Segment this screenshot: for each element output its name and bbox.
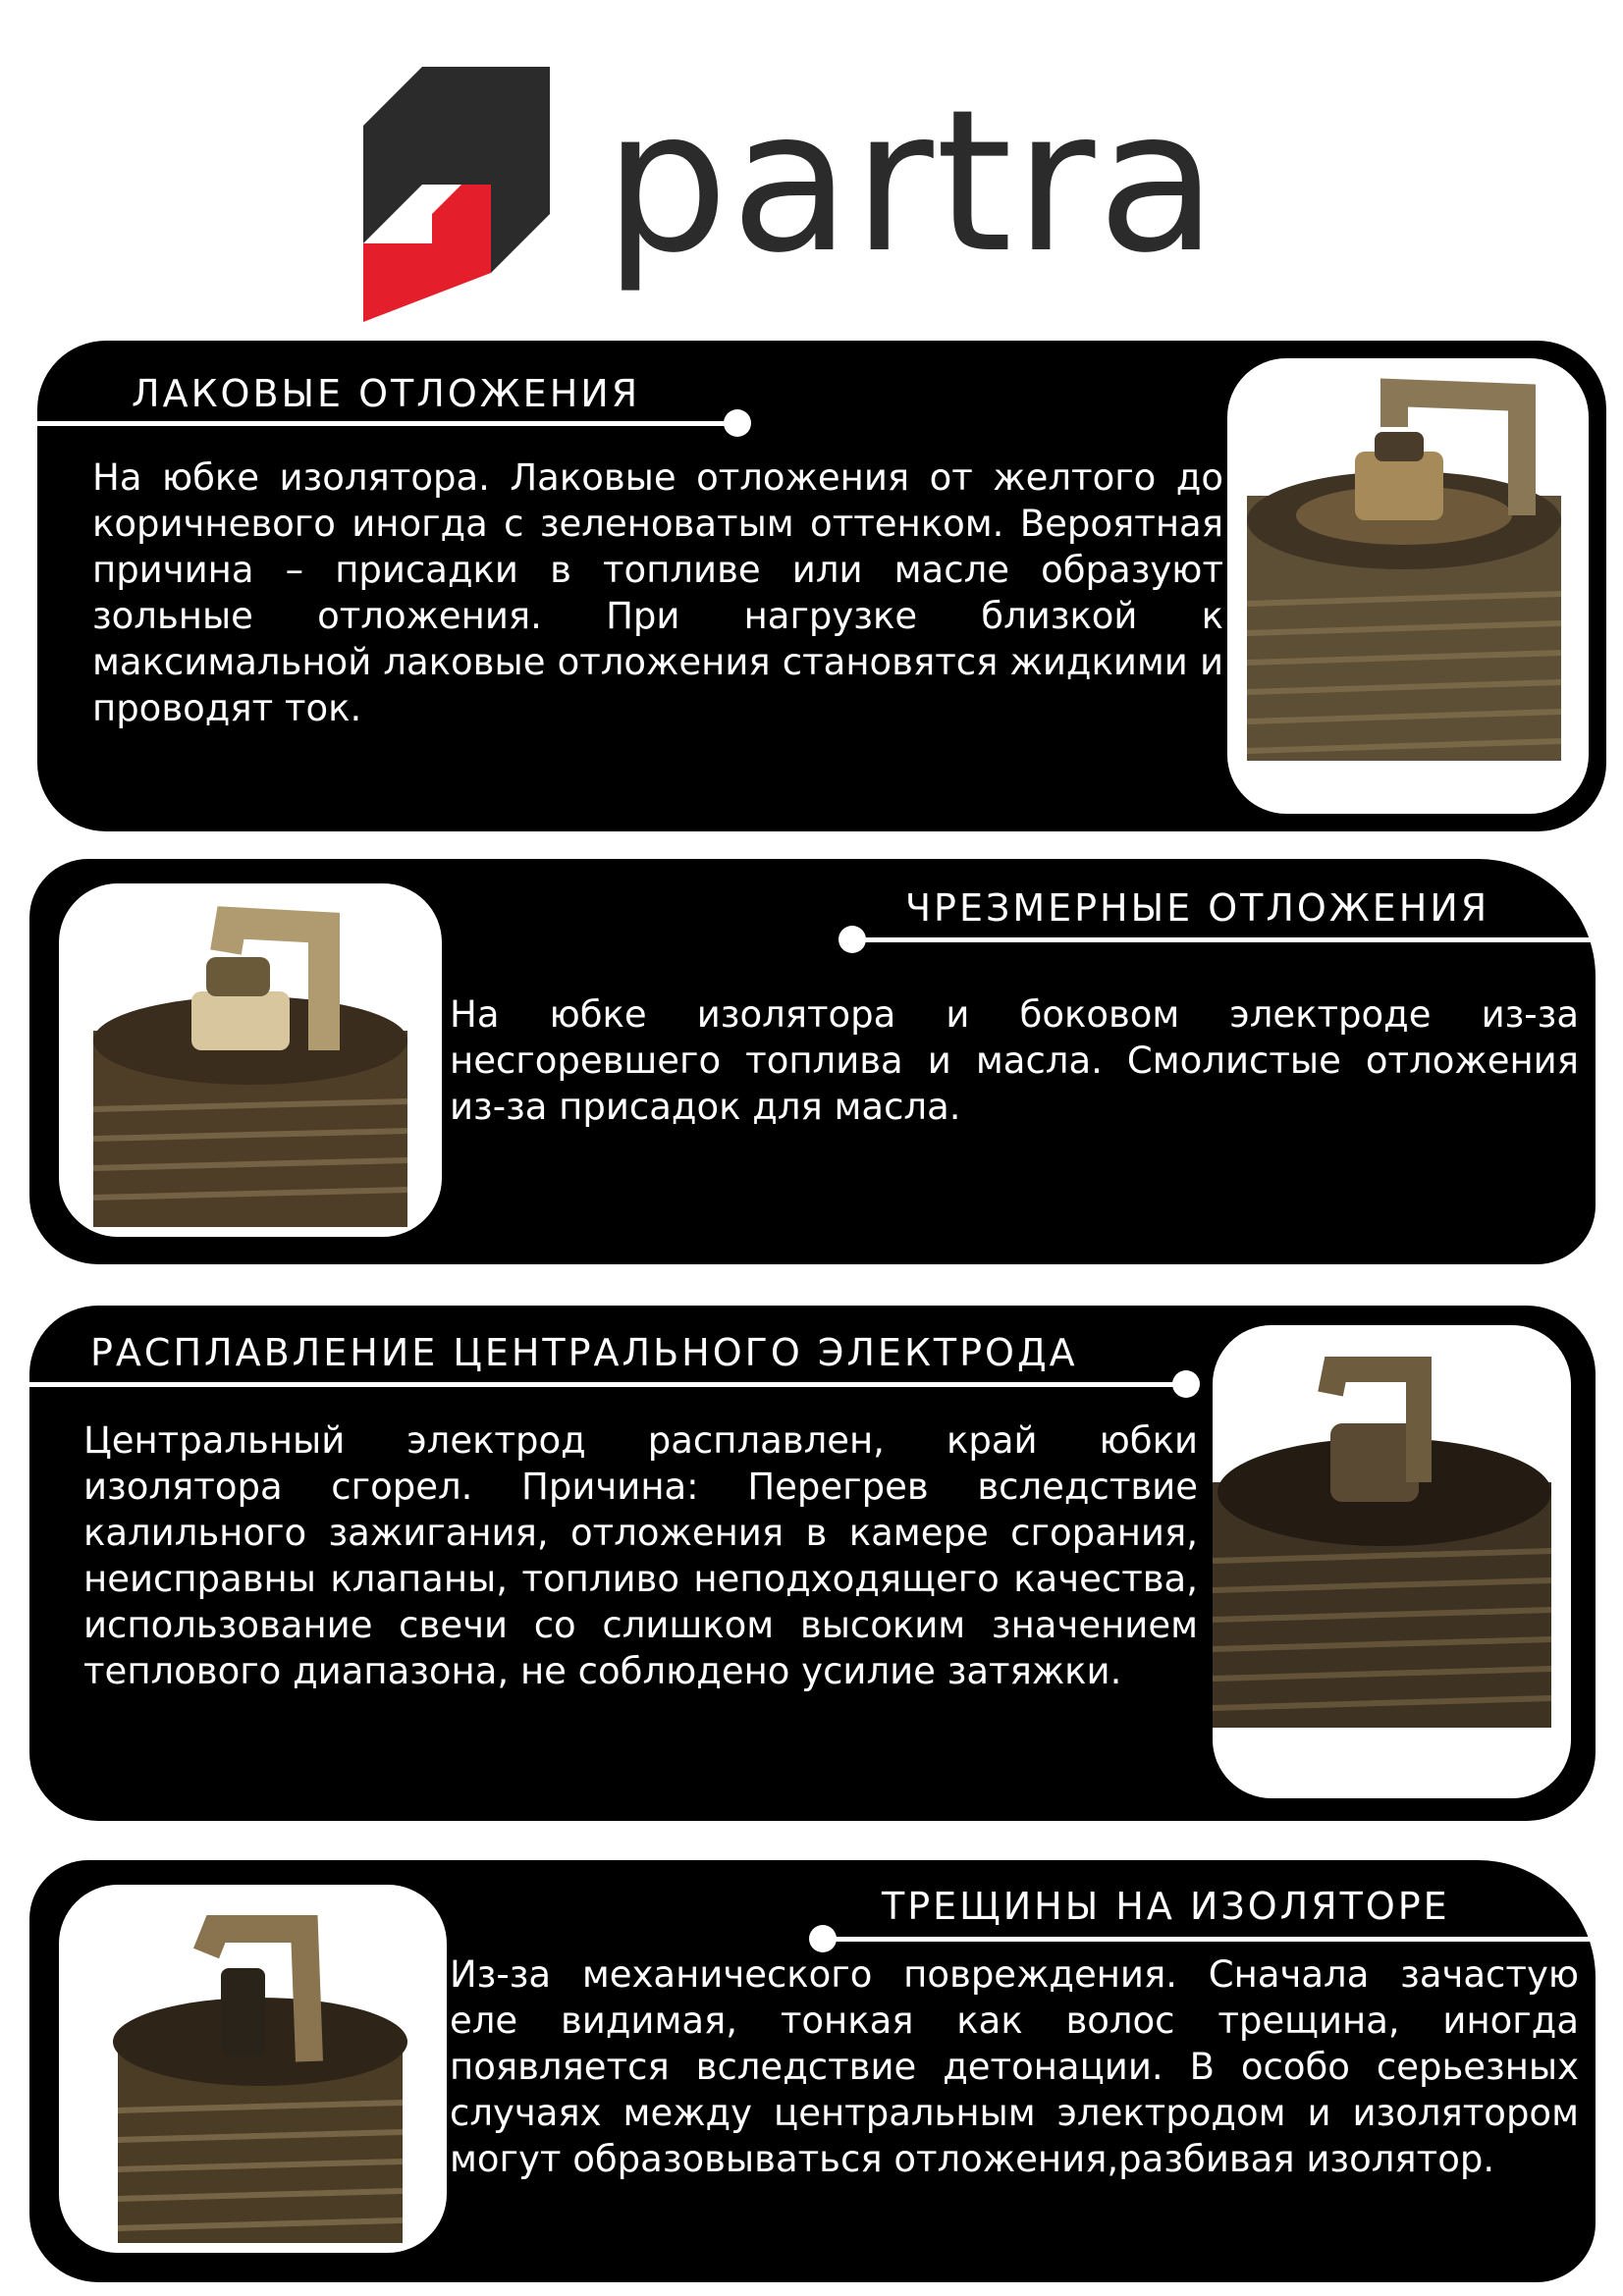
- title-bullet: [839, 926, 866, 953]
- partra-logo-mark: [363, 67, 599, 322]
- brand-wordmark: partra: [604, 68, 1219, 296]
- section-text: Из-за механического повреждения. Сначала зачастую еле видимая, тонкая как волос трещина, иногда появляется вследствие детонации. В особо серьезных случаях между центральным электродом и изолятором могут образовываться отложения,разбивая изолятор.: [450, 1953, 1579, 2180]
- section-title: ЧРЕЗМЕРНЫЕ ОТЛОЖЕНИЯ: [905, 886, 1490, 930]
- title-bullet: [1172, 1370, 1200, 1398]
- spark-plug-photo: [1213, 1325, 1571, 1798]
- title-underline: [37, 421, 739, 426]
- title-underline: [29, 1382, 1188, 1387]
- section-title: ЛАКОВЫЕ ОТЛОЖЕНИЯ: [132, 372, 641, 415]
- title-underline: [825, 1937, 1596, 1942]
- title-bullet: [809, 1925, 837, 1952]
- section-excessive-deposits: [29, 859, 1596, 1264]
- title-underline: [854, 937, 1596, 942]
- section-title: РАСПЛАВЛЕНИЕ ЦЕНТРАЛЬНОГО ЭЛЕКТРОДА: [90, 1331, 1078, 1374]
- partra-logo: [363, 67, 1267, 322]
- section-varnish-deposits: [37, 341, 1606, 831]
- spark-plug-photo: [59, 1885, 447, 2253]
- title-bullet: [724, 409, 751, 437]
- section-insulator-cracks: [29, 1860, 1596, 2282]
- section-text: На юбке изолятора. Лаковые отложения от желтого до коричневого иногда с зеленоватым оттенком. Вероятная причина – присадки в топливе или масле образуют зольные отложения. При нагрузке близкой к максимальной лаковые отложения становятся жидкими и проводят ток.: [92, 456, 1223, 729]
- section-center-electrode-melting: [29, 1306, 1596, 1821]
- section-title: ТРЕЩИНЫ НА ИЗОЛЯТОРЕ: [882, 1885, 1450, 1928]
- section-text: Центральный электрод расплавлен, край юбки изолятора сгорел. Причина: Перегрев вследствие калильного зажигания, отложения в камере сгорания, неисправны клапаны, топливо неподходящего качества, использование свечи со слишком высоким значением теплового диапазона, не соблюдено усилие затяжки.: [83, 1419, 1198, 1692]
- section-text: На юбке изолятора и боковом электроде из-за несгоревшего топлива и масла. Смолистые отложения из-за присадок для масла.: [450, 993, 1579, 1128]
- spark-plug-photo: [1227, 358, 1589, 814]
- spark-plug-photo: [59, 883, 442, 1237]
